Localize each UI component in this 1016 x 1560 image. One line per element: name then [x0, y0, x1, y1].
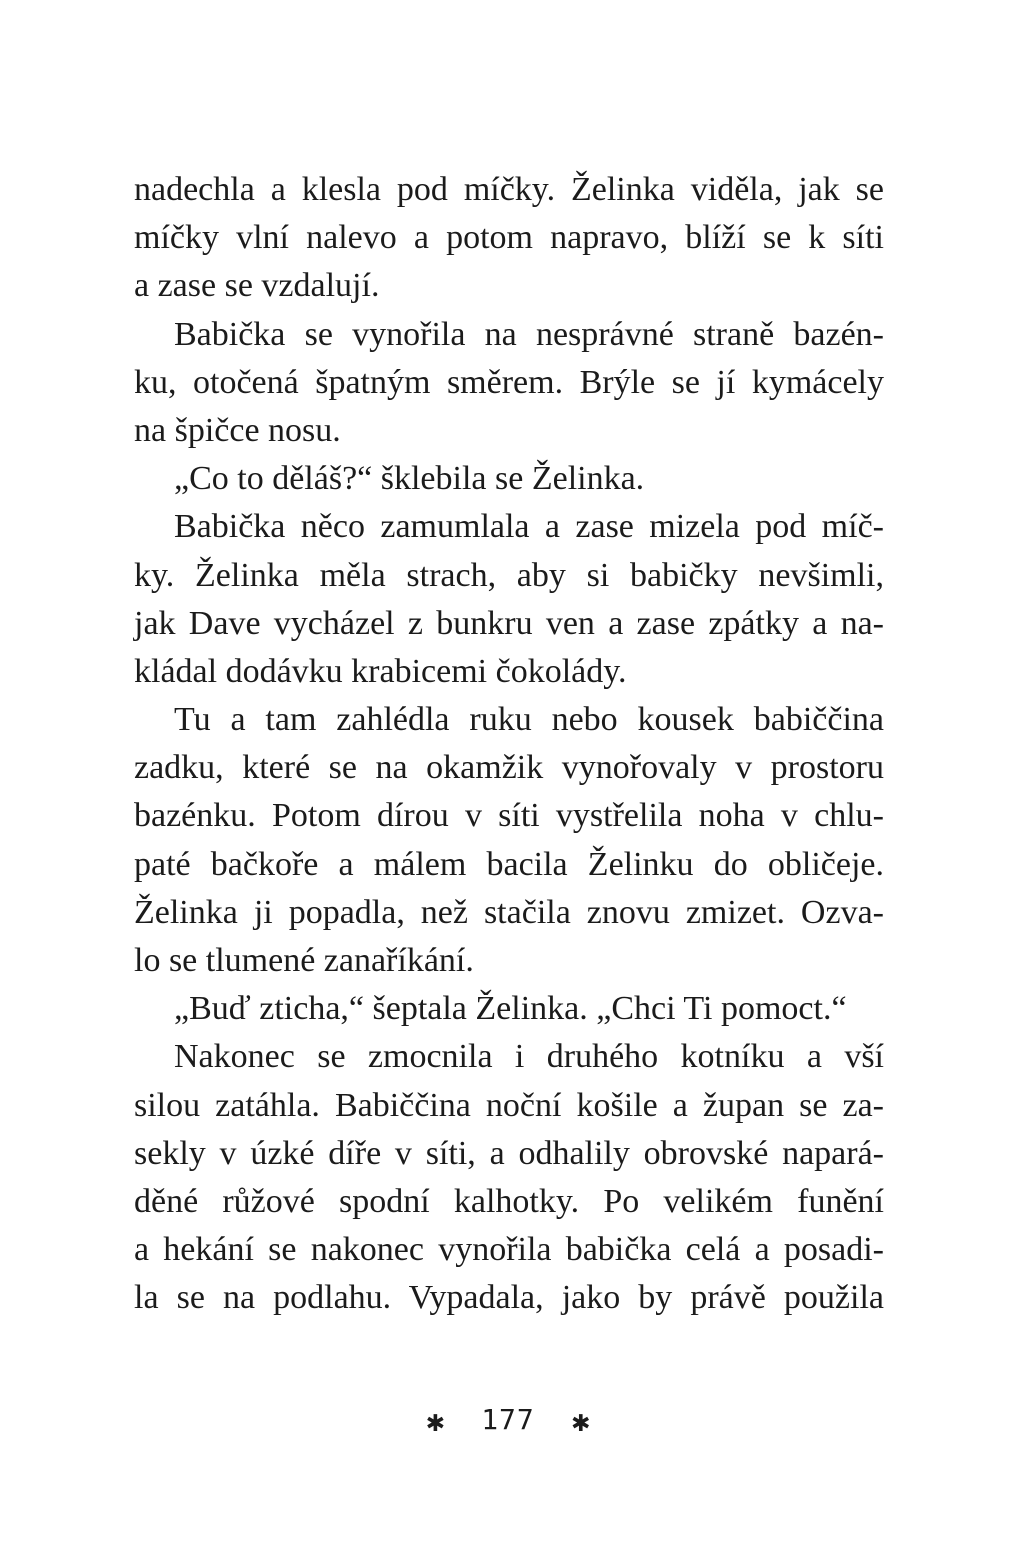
- text-line: Babička se vynořila na nesprávné straně bazén-: [174, 315, 884, 353]
- asterisk-ornament-icon: ✱: [426, 1404, 445, 1439]
- asterisk-ornament-icon: ✱: [571, 1404, 590, 1439]
- text-line: silou zatáhla. Babiččina noční košile a župan se za-: [134, 1086, 884, 1124]
- text-line: „Buď zticha,“ šeptala Želinka. „Chci Ti pomoct.“: [174, 990, 847, 1028]
- text-line: děné růžové spodní kalhotky. Po velikém funění: [134, 1182, 884, 1220]
- text-line: jak Dave vycházel z bunkru ven a zase zpátky a na-: [134, 604, 884, 642]
- text-line: ky. Želinka měla strach, aby si babičky nevšimli,: [134, 556, 884, 594]
- text-line: a hekání se nakonec vynořila babička celá a posadi-: [134, 1231, 884, 1269]
- text-line: la se na podlahu. Vypadala, jako by právě použila: [134, 1279, 884, 1317]
- text-line: bazénku. Potom dírou v síti vystřelila noha v chlu-: [134, 797, 884, 835]
- text-line: nadechla a klesla pod míčky. Želinka viděla, jak se: [134, 171, 884, 208]
- text-line: Nakonec se zmocnila i druhého kotníku a vší: [174, 1038, 884, 1076]
- text-line: zadku, které se na okamžik vynořovaly v prostoru: [134, 749, 884, 787]
- text-line: sekly v úzké díře v síti, a odhalily obrovské napará-: [134, 1134, 884, 1172]
- text-line: paté bačkoře a málem bacila Želinku do obličeje.: [134, 845, 884, 883]
- page-number: 177: [481, 1403, 535, 1436]
- text-line: Želinka ji popadla, než stačila znovu zmizet. Ozva-: [134, 893, 884, 931]
- text-line: „Co to děláš?“ šklebila se Želinka.: [174, 460, 645, 498]
- text-line: lo se tlumené zanaříkání.: [134, 942, 474, 979]
- text-line: Babička něco zamumlala a zase mizela pod míč-: [174, 508, 884, 546]
- text-line: ku, otočená špatným směrem. Brýle se jí kymácely: [134, 363, 884, 401]
- text-line: kládal dodávku krabicemi čokolády.: [134, 652, 627, 690]
- text-line: Tu a tam zahlédla ruku nebo kousek babiččina: [174, 701, 884, 739]
- text-line: a zase se vzdalují.: [134, 267, 380, 305]
- page-body-text: [134, 166, 884, 1323]
- text-line: na špičce nosu.: [134, 411, 341, 449]
- page-footer: [0, 1400, 1016, 1442]
- text-line: míčky vlní nalevo a potom napravo, blíží se k síti: [134, 219, 884, 257]
